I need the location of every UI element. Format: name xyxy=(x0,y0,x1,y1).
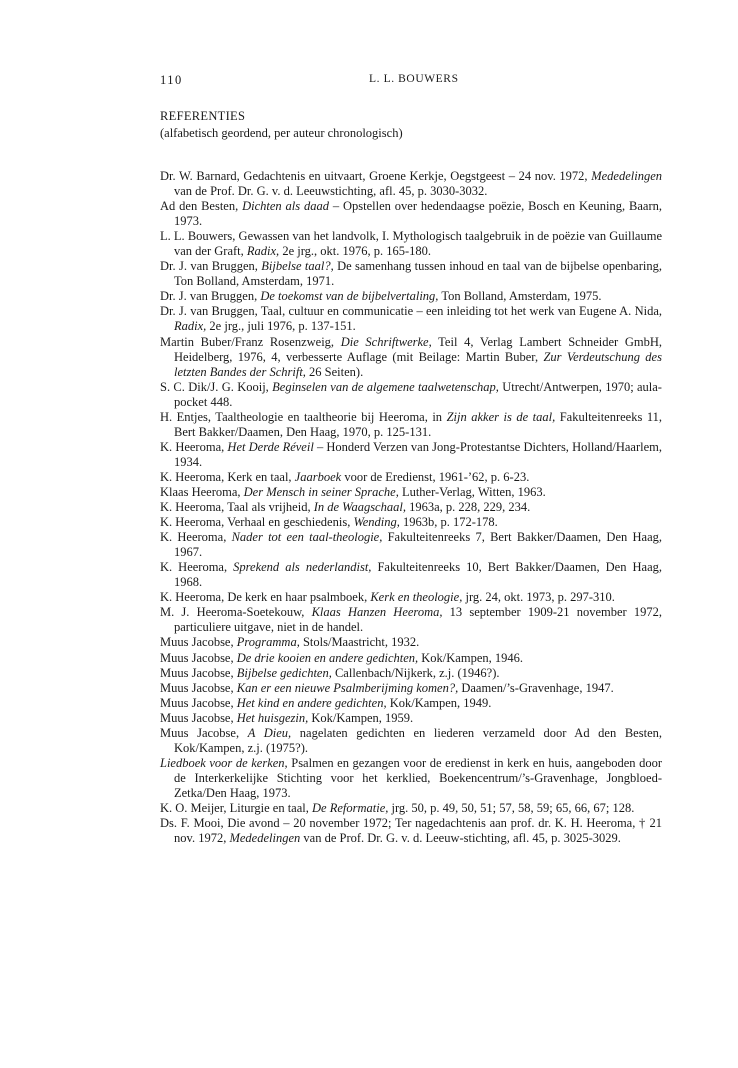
reference-text: Klaas Heeroma, xyxy=(160,484,244,499)
reference-text: Ds. F. Mooi, Die avond – 20 november 1972; Ter nagedachtenis aan prof. dr. K. H. Heeroma, † 21 nov. 1972, xyxy=(160,816,662,846)
reference-entry xyxy=(160,470,662,485)
reference-text: Muus Jacobse, xyxy=(160,635,237,650)
reference-text: 1963a, p. 228, 229, 234. xyxy=(405,500,531,515)
reference-text: 2e jrg., okt. 1976, p. 165-180. xyxy=(279,244,432,259)
reference-text: De samenhang tussen inhoud en taal van de bijbelse openbaring, Ton Bolland, Amsterdam, 1971. xyxy=(174,259,662,289)
reference-text: van de Prof. Dr. G. v. d. Leeuw-stichting, afl. 45, p. 3025-3029. xyxy=(300,831,621,846)
reference-text: Kok/Kampen, 1959. xyxy=(308,710,414,725)
reference-title: Kerk en theologie, xyxy=(370,590,463,605)
reference-text: Fakulteitenreeks 10, Bert Bakker/Daamen, Den Haag, 1968. xyxy=(174,560,662,590)
reference-title: A Dieu, xyxy=(247,725,292,740)
reference-text: Muus Jacobse, xyxy=(160,725,248,740)
reference-text: jrg. 24, okt. 1973, p. 297-310. xyxy=(462,590,615,605)
reference-title: Bijbelse gedichten, xyxy=(236,665,332,680)
reference-text: Ton Bolland, Amsterdam, 1975. xyxy=(438,289,602,304)
reference-entry xyxy=(160,605,662,635)
reference-text: K. Heeroma, xyxy=(160,560,234,575)
reference-entry xyxy=(160,304,662,334)
reference-entry xyxy=(160,530,662,560)
reference-entry xyxy=(160,259,662,289)
reference-title: Radix, xyxy=(174,319,207,334)
reference-text: L. L. Bouwers, Gewassen van het landvolk, I. Mythologisch taalgebruik in de poëzie van Guillaume van der Graft, xyxy=(160,229,662,259)
reference-text: Luther-Verlag, Witten, 1963. xyxy=(398,484,546,499)
reference-title: Zur Verdeutschung des letzten Bandes der Schrift, xyxy=(174,349,662,379)
reference-text: K. Heeroma, De kerk en haar psalmboek, xyxy=(160,590,371,605)
reference-text: K. O. Meijer, Liturgie en taal, xyxy=(160,800,313,815)
reference-title: Het huisgezin, xyxy=(236,710,309,725)
page xyxy=(160,73,662,846)
reference-text: Muus Jacobse, xyxy=(160,680,237,695)
reference-title: Mededelingen xyxy=(591,169,662,183)
section-subtitle: (alfabetisch geordend, per auteur chronologisch) xyxy=(160,126,403,140)
reference-entry xyxy=(160,410,662,440)
reference-text: Teil 4, Verlag Lambert Schneider GmbH, Heidelberg, 1976, 4, verbesserte Auflage (mit Beilage: Martin Buber, xyxy=(174,334,662,364)
reference-entry xyxy=(160,726,662,756)
reference-title: Dichten als daad xyxy=(242,199,329,214)
reference-title: Programma, xyxy=(236,635,300,650)
reference-text: – Opstellen over hedendaagse poëzie, Bosch en Keuning, Baarn, 1973. xyxy=(174,199,662,229)
reference-text: K. Heeroma, xyxy=(160,439,228,454)
reference-text: Dr. J. van Bruggen, xyxy=(160,289,261,304)
reference-text: Muus Jacobse, xyxy=(160,710,237,725)
reference-text: 26 Seiten). xyxy=(305,364,364,379)
reference-text: Fakulteitenreeks 7, Bert Bakker/Daamen, Den Haag, 1967. xyxy=(174,530,662,560)
reference-entry xyxy=(160,651,662,666)
reference-text: van de Prof. Dr. G. v. d. Leeuwstichting, afl. 45, p. 3030-3032. xyxy=(174,184,488,199)
reference-text: jrg. 50, p. 49, 50, 51; 57, 58, 59; 65, 66, 67; 128. xyxy=(388,800,635,815)
reference-text: K. Heeroma, Verhaal en geschiedenis, xyxy=(160,515,354,530)
reference-title: Radix, xyxy=(246,244,280,259)
reference-title: Der Mensch in seiner Sprache, xyxy=(243,484,399,499)
running-head xyxy=(160,73,662,91)
reference-title: Sprekend als nederlandist, xyxy=(233,560,372,575)
reference-title: De toekomst van de bijbelvertaling, xyxy=(260,289,439,304)
reference-entry xyxy=(160,515,662,530)
reference-title: De drie kooien en andere gedichten, xyxy=(236,650,419,665)
page-number: 110 xyxy=(160,73,183,87)
reference-text: Martin Buber/Franz Rosenzweig, xyxy=(160,334,341,349)
reference-title: Jaarboek xyxy=(294,469,342,484)
reference-title: Bijbelse taal?, xyxy=(261,259,334,274)
reference-text: Utrecht/Antwerpen, 1970; aula-pocket 448. xyxy=(174,379,662,409)
reference-entry xyxy=(160,816,662,846)
reference-text: 2e jrg., juli 1976, p. 137-151. xyxy=(206,319,356,334)
reference-entry xyxy=(160,335,662,380)
reference-text: Stols/Maastricht, 1932. xyxy=(299,635,420,650)
reference-text: M. J. Heeroma-Soetekouw, xyxy=(160,605,312,620)
reference-entry xyxy=(160,440,662,470)
reference-text: Dr. W. Barnard, Gedachtenis en uitvaart, Groene Kerkje, Oegstgeest – 24 nov. 1972, xyxy=(160,169,592,183)
reference-text: 1963b, p. 172-178. xyxy=(399,515,498,530)
reference-entry xyxy=(160,711,662,726)
reference-entry xyxy=(160,199,662,229)
reference-title: Het kind en andere gedichten, xyxy=(236,695,387,710)
reference-text: Muus Jacobse, xyxy=(160,665,237,680)
reference-title: Klaas Hanzen Heeroma, xyxy=(311,605,443,620)
reference-text: nagelaten gedichten en liederen verzameld door Ad den Besten, Kok/Kampen, z.j. (1975?). xyxy=(174,725,662,755)
reference-entry xyxy=(160,229,662,259)
reference-entry xyxy=(160,560,662,590)
reference-text: Muus Jacobse, xyxy=(160,650,237,665)
reference-text: Fakulteitenreeks 11, Bert Bakker/Daamen, Den Haag, 1970, p. 125-131. xyxy=(174,409,662,439)
running-title: L. L. BOUWERS xyxy=(369,73,459,85)
reference-text: voor de Eredienst, 1961-’62, p. 6-23. xyxy=(341,469,530,484)
reference-title: Wending, xyxy=(353,515,400,530)
reference-text: Ad den Besten, xyxy=(160,199,243,214)
reference-text: Dr. J. van Bruggen, Taal, cultuur en communicatie – een inleiding tot het werk van Eugene A. Nida, xyxy=(160,304,662,319)
reference-text: Psalmen en gezangen voor de eredienst in kerk en huis, aangeboden door de Interkerkelijke Stichting voor het kerklied, Boekencentrum/’s-Gravenhage, Jongbloed-Zetka/Den Haag, 1973. xyxy=(174,755,662,800)
reference-title: Kan er een nieuwe Psalmberijming komen?, xyxy=(236,680,459,695)
reference-title: Die Schriftwerke, xyxy=(340,334,432,349)
reference-text: Dr. J. van Bruggen, xyxy=(160,259,262,274)
reference-entry xyxy=(160,380,662,410)
reference-title: In de Waagschaal, xyxy=(313,500,406,515)
reference-text: Muus Jacobse, xyxy=(160,695,237,710)
reference-title: Het Derde Réveil xyxy=(227,439,314,454)
reference-entry xyxy=(160,756,662,801)
reference-title: Mededelingen xyxy=(229,831,301,846)
reference-entry xyxy=(160,169,662,199)
reference-text: Kok/Kampen, 1946. xyxy=(418,650,524,665)
reference-title: Liedboek voor de kerken, xyxy=(160,755,288,770)
reference-text: K. Heeroma, Taal als vrijheid, xyxy=(160,500,314,515)
reference-title: Beginselen van de algemene taalwetenschap, xyxy=(272,379,499,394)
reference-title: De Reformatie, xyxy=(312,800,389,815)
reference-entry xyxy=(160,590,662,605)
reference-title: Zijn akker is de taal, xyxy=(446,409,556,424)
reference-text: K. Heeroma, xyxy=(160,530,232,545)
reference-text: H. Entjes, Taaltheologie en taaltheorie bij Heeroma, in xyxy=(160,409,447,424)
reference-text: 13 september 1909-21 november 1972, particuliere uitgave, niet in de handel. xyxy=(174,605,662,635)
reference-text: Callenbach/Nijkerk, z.j. (1946?). xyxy=(331,665,500,680)
reference-entry xyxy=(160,635,662,650)
reference-entry xyxy=(160,666,662,681)
reference-entry xyxy=(160,696,662,711)
reference-entry xyxy=(160,500,662,515)
reference-text: Kok/Kampen, 1949. xyxy=(386,695,492,710)
reference-entry xyxy=(160,801,662,816)
reference-text: Daamen/’s-Gravenhage, 1947. xyxy=(458,680,614,695)
section-title: REFERENTIES xyxy=(160,109,246,123)
reference-entry xyxy=(160,681,662,696)
reference-list xyxy=(160,169,662,846)
reference-title: Nader tot een taal-theologie, xyxy=(231,530,383,545)
reference-entry xyxy=(160,289,662,304)
reference-text: S. C. Dik/J. G. Kooij, xyxy=(160,379,273,394)
reference-text: K. Heeroma, Kerk en taal, xyxy=(160,469,295,484)
reference-text: – Honderd Verzen van Jong-Protestantse Dichters, Holland/Haarlem, 1934. xyxy=(174,439,662,469)
reference-entry xyxy=(160,485,662,500)
